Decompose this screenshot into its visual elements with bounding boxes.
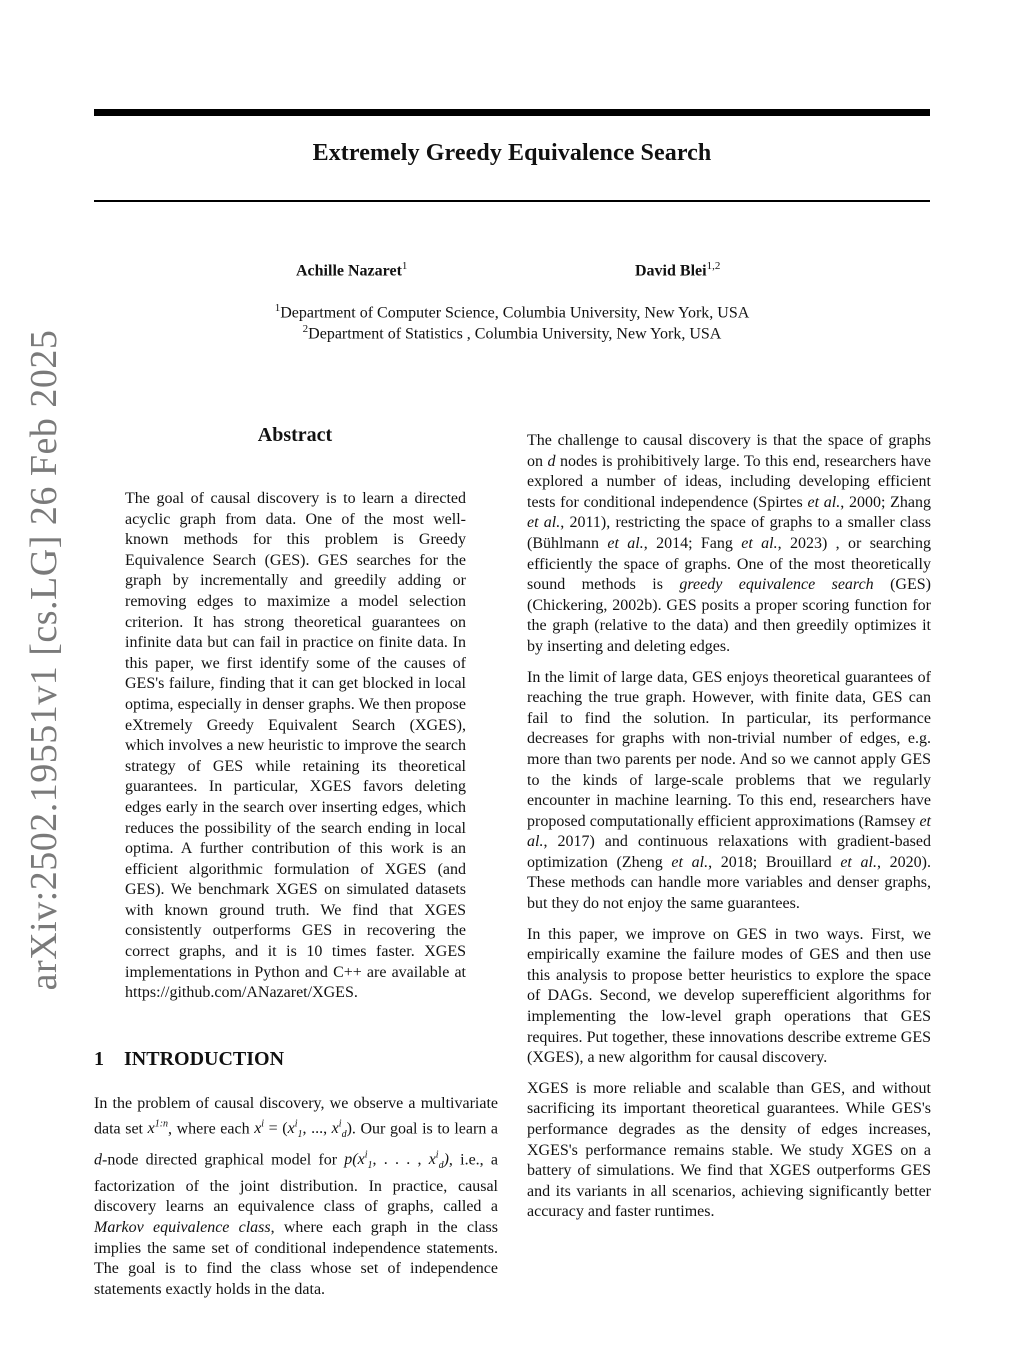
math-subscript: d [438, 1160, 444, 1172]
emphasis-markov-class: Markov equivalence class [94, 1219, 271, 1236]
math-operator: , ..., [302, 1119, 332, 1137]
math-subscript: 1 [367, 1160, 373, 1172]
citation-etal: et al. [527, 514, 561, 532]
intro-right-column [527, 431, 931, 1233]
math-operator: , . . . , [372, 1151, 429, 1169]
text-run: , 2014; Fang [643, 534, 742, 552]
math-superscript: i [294, 1118, 298, 1130]
math-subscript: 1 [297, 1129, 303, 1141]
affiliation-1 [94, 302, 930, 322]
affiliation-1-mark: 1 [274, 302, 281, 314]
abstract-text: The goal of causal discovery is to learn a directed acyclic graph from data. One of the most well-known methods for this problem is Greedy Equivalence Search (GES). GES searches for the graph by incrementally and greedily adding or removing edges to maximize a model selection criterion. It has strong theoretical guarantees on infinite data but can fail in practice on finite data. In this paper, we first identify some of the causes of GES's failure, finding that it can get blocked in local optima, especially in denser graphs. We then propose eXtremely Greedy Equivalent Search (XGES), which involves a new heuristic to improve the search strategy of GES while retaining its theoretical guarantees. In particular, XGES favors deleting edges early in the search over inserting edges, which reduces the possibility of the search ending in local optima. A further contribution of this work is an efficient algorithmic formulation of XGES (and GES). We benchmark XGES on simulated datasets with known ground truth. We find that XGES consistently outperforms GES in recovering the correct graphs, and it is 10 times faster. XGES implementations in Python and C++ are available at https://github.com/ANazaret/XGES. [125, 490, 466, 1002]
author-2-marks: 1,2 [706, 260, 721, 272]
citation-etal: et al. [741, 534, 778, 552]
affiliation-2 [94, 323, 930, 343]
text-run: . Our goal is to learn a [351, 1119, 499, 1137]
citation-etal: et al. [840, 853, 877, 871]
title-top-rule [94, 109, 930, 116]
text-run: In the limit of large data, GES enjoys theoretical guarantees of reaching the true graph. However, with finite data, GES can fail to find the solution. In particular, its performance decreases for graphs with non-trivial number of edges, e.g. more than two parents per node. And so we cannot apply GES to the kinds of large-scale problems that we regularly encounter in machine learning. To this end, researchers have proposed computationally efficient approximations (Ramsey [527, 668, 931, 830]
author-1 [296, 260, 407, 280]
emphasis-ges: greedy equivalence search [679, 576, 874, 594]
citation-etal: et al. [807, 493, 841, 511]
intro-paragraph-3 [527, 668, 931, 915]
math-subscript: d [341, 1129, 347, 1141]
math-operator: p( [344, 1151, 358, 1169]
math-superscript: i [338, 1118, 342, 1130]
text-run: The challenge to causal discovery is that the space of graphs on [527, 432, 931, 470]
text-run: , 2023) , or searching efficiently the space of graphs. One of the most theoretically sound methods is [527, 534, 932, 594]
citation-etal: et al. [671, 853, 709, 871]
text-run: , 2000; Zhang [840, 493, 932, 511]
text-run: , 2018; Brouillard [708, 853, 841, 871]
math-p-distribution [344, 1149, 449, 1172]
section-title: INTRODUCTION [124, 1048, 285, 1070]
text-run: (GES) (Chickering, 2002b). GES posits a proper scoring function for the graph (relative to the data) and then greedily optimizes it by inserting and deleting edges. [527, 576, 931, 655]
math-symbol: x [428, 1151, 436, 1169]
math-symbol: x [147, 1119, 155, 1137]
intro-paragraph-4: In this paper, we improve on GES in two ways. First, we empirically examine the failure modes of GES and then use this analysis to propose better heuristics to explore the space of DAGs. Second, we develop superefficient algorithms for implementing the low-level graph operations that GES requires. Put together, these innovations describe extreme GES (XGES), a new algorithm for causal discovery. [527, 925, 931, 1067]
math-x-1n [148, 1120, 168, 1137]
affiliation-2-text: Department of Statistics , Columbia University, New York, USA [308, 325, 722, 343]
paper-title: Extremely Greedy Equivalence Search [312, 140, 712, 166]
citation-etal: et al. [607, 534, 644, 552]
text-run: , where each graph in the class implies the same set of conditional independence statements. The goal is to find the class whose set of independence statements exactly holds in the data. [94, 1219, 498, 1298]
text-run: , 2017) and continuous relaxations with gradient-based optimization (Zheng [527, 833, 931, 871]
author-2 [635, 260, 720, 280]
math-superscript: i [261, 1118, 265, 1130]
math-operator: ) [346, 1119, 352, 1137]
section-number: 1 [94, 1048, 104, 1070]
math-d: d [547, 452, 556, 470]
math-d: d [94, 1151, 102, 1169]
math-symbol: x [357, 1151, 365, 1169]
author-1-marks: 1 [401, 260, 408, 272]
math-operator: ) [443, 1151, 449, 1169]
citation-etal: et al. [527, 812, 931, 851]
affiliation-1-text: Department of Computer Science, Columbia University, New York, USA [280, 304, 750, 322]
section-heading-introduction [94, 1048, 284, 1071]
title-bottom-rule [94, 200, 930, 202]
text-run: , 2011), restricting the space of graphs to a smaller class (Bühlmann [527, 514, 931, 552]
intro-paragraph-2 [527, 431, 931, 658]
math-symbol: x [331, 1119, 339, 1137]
text-run: -node directed graphical model for [102, 1151, 345, 1169]
text-run: In the problem of causal discovery, we observe a multivariate data set [94, 1095, 498, 1137]
affiliation-2-mark: 2 [302, 323, 309, 335]
math-symbol: x [287, 1119, 295, 1137]
author-2-name: David Blei [635, 262, 707, 280]
text-run: , 2020). These methods can handle more variables and denser graphs, but they do not enjoy the same guarantees. [527, 853, 931, 913]
abstract-heading: Abstract [257, 424, 333, 446]
math-operator: = ( [264, 1119, 288, 1137]
text-run: , where each [168, 1119, 255, 1137]
math-superscript: 1:n [154, 1118, 169, 1130]
intro-paragraph-1-left [94, 1094, 498, 1300]
text-run: nodes is prohibitively large. To this end, researchers have explored a number of ideas, including developing efficient tests for conditional independence (Spirtes [527, 452, 932, 511]
math-symbol: x [254, 1119, 262, 1137]
math-superscript: i [364, 1149, 368, 1161]
arxiv-side-stamp: arXiv:2502.19551v1 [cs.LG] 26 Feb 2025 [23, 329, 65, 991]
math-xi-definition [254, 1118, 352, 1141]
intro-paragraph-5: XGES is more reliable and scalable than GES, and without sacrificing its important theoretical guarantees. While GES's performance degrades as the density of edges increases, XGES's performance remains stable. We study XGES on a battery of simulations. We find that XGES outperforms GES and its variants in all scenarios, achieving significantly better accuracy and faster runtimes. [527, 1079, 931, 1221]
author-1-name: Achille Nazaret [296, 262, 402, 280]
math-superscript: i [435, 1149, 439, 1161]
text-run: , i.e., a factorization of the joint distribution. In practice, causal discovery learns an equivalence class of graphs, called a [94, 1151, 499, 1216]
